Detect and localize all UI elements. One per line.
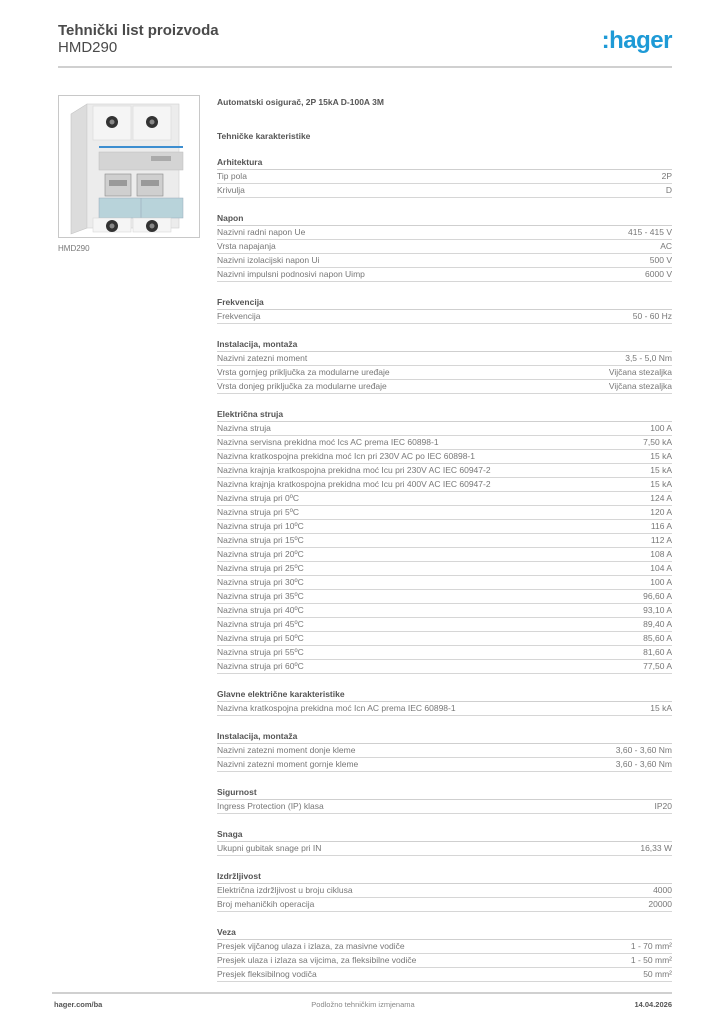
spec-label: Ingress Protection (IP) klasa [217,801,324,811]
spec-row [217,968,672,982]
section-title: Glavne električne karakteristike [217,688,672,702]
spec-value: 93,10 A [643,605,672,615]
spec-row [217,184,672,198]
spec-value: 2P [661,171,672,181]
spec-row [217,758,672,772]
footer-notice: Podložno tehničkim izmjenama [311,1000,415,1009]
spec-label: Nazivni zatezni moment gornje kleme [217,759,359,769]
section-title: Izdržljivost [217,870,672,884]
spec-label: Frekvencija [217,311,261,321]
spec-value: 120 A [650,507,672,517]
spec-value: 3,5 - 5,0 Nm [625,353,672,363]
spec-row [217,604,672,618]
section-title: Arhitektura [217,156,672,170]
spec-value: 85,60 A [643,633,672,643]
spec-label: Nazivni zatezni moment donje kleme [217,745,356,755]
spec-row [217,898,672,912]
section-title: Veza [217,926,672,940]
spec-value: D [665,185,672,195]
spec-label: Nazivna krajnja kratkospojna prekidna moć Icu pri 230V AC IEC 60947-2 [217,465,491,475]
spec-value: 89,40 A [643,619,672,629]
spec-row [217,226,672,240]
spec-row [217,380,672,394]
spec-value: IP20 [654,801,672,811]
spec-label: Nazivna krajnja kratkospojna prekidna moć Icu pri 400V AC IEC 60947-2 [217,479,491,489]
spec-row [217,534,672,548]
spec-label: Nazivni zatezni moment [217,353,308,363]
spec-row [217,800,672,814]
spec-label: Nazivna struja pri 20ºC [217,549,304,559]
spec-section [217,730,672,772]
spec-row [217,590,672,604]
spec-value: 104 A [650,563,672,573]
spec-value: 77,50 A [643,661,672,671]
spec-value: 96,60 A [643,591,672,601]
footer-date: 14.04.2026 [634,1000,672,1009]
spec-section [217,212,672,282]
spec-label: Vrsta napajanja [217,241,276,251]
spec-row [217,618,672,632]
spec-value: 108 A [650,549,672,559]
document-title: Tehnički list proizvoda [58,22,219,39]
spec-value: 100 A [650,423,672,433]
spec-row [217,702,672,716]
spec-row [217,436,672,450]
hager-logo: :hager [601,27,672,54]
page-header [58,22,672,56]
spec-row [217,366,672,380]
spec-value: Vijčana stezaljka [608,367,672,377]
spec-row [217,940,672,954]
section-title: Snaga [217,828,672,842]
spec-row [217,478,672,492]
spec-value: 81,60 A [643,647,672,657]
spec-label: Tip pola [217,171,247,181]
spec-row [217,646,672,660]
spec-label: Nazivna kratkospojna prekidna moć Icn pri 230V AC po IEC 60898-1 [217,451,475,461]
footer-divider [52,992,672,994]
spec-label: Presjek vijčanog ulaza i izlaza, za masivne vodiče [217,941,405,951]
spec-label: Nazivna struja pri 55ºC [217,647,304,657]
product-image [58,95,200,238]
spec-value: 15 kA [650,451,672,461]
spec-row [217,744,672,758]
spec-row [217,884,672,898]
spec-label: Nazivna struja pri 5ºC [217,507,299,517]
spec-row [217,464,672,478]
header-divider [58,66,672,68]
circuit-breaker-illustration [59,96,199,237]
spec-section [217,408,672,674]
product-code: HMD290 [58,39,118,56]
footer-website-link[interactable]: hager.com/ba [54,1000,103,1009]
spec-value: 6000 V [645,269,672,279]
spec-row [217,352,672,366]
spec-section [217,786,672,814]
section-title: Napon [217,212,672,226]
spec-label: Nazivna struja pri 45ºC [217,619,304,629]
spec-label: Presjek fleksibilnog vodiča [217,969,317,979]
spec-value: 4000 [653,885,672,895]
spec-value: 116 A [650,521,672,531]
image-caption: HMD290 [58,244,90,253]
spec-value: Vijčana stezaljka [608,381,672,391]
spec-label: Ukupni gubitak snage pri IN [217,843,322,853]
spec-row [217,268,672,282]
spec-label: Vrsta donjeg priključka za modularne uređaje [217,381,387,391]
spec-label: Broj mehaničkih operacija [217,899,315,909]
spec-value: 415 - 415 V [628,227,672,237]
spec-section [217,338,672,394]
section-title: Instalacija, montaža [217,730,672,744]
spec-label: Nazivna struja pri 40ºC [217,605,304,615]
spec-label: Nazivna struja pri 60ºC [217,661,304,671]
tech-characteristics-heading: Tehničke karakteristike [217,131,311,141]
spec-section [217,156,672,198]
spec-content [217,96,672,982]
spec-row [217,422,672,436]
section-title: Instalacija, montaža [217,338,672,352]
spec-value: 20000 [648,899,672,909]
spec-row [217,450,672,464]
spec-row [217,660,672,674]
spec-label: Nazivna struja pri 15ºC [217,535,304,545]
spec-row [217,548,672,562]
spec-value: 3,60 - 3,60 Nm [615,759,672,769]
spec-value: 16,33 W [640,843,672,853]
spec-label: Krivulja [217,185,245,195]
spec-label: Nazivna struja pri 50ºC [217,633,304,643]
spec-value: 50 - 60 Hz [632,311,672,321]
spec-label: Nazivni impulsni podnosivi napon Uimp [217,269,365,279]
spec-value: 100 A [650,577,672,587]
spec-value: 124 A [650,493,672,503]
spec-value: 1 - 50 mm² [630,955,672,965]
spec-value: 1 - 70 mm² [630,941,672,951]
section-title: Električna struja [217,408,672,422]
spec-label: Presjek ulaza i izlaza sa vijcima, za fleksibilne vodiče [217,955,417,965]
spec-row [217,492,672,506]
spec-row [217,506,672,520]
spec-row [217,632,672,646]
spec-row [217,520,672,534]
spec-label: Nazivni izolacijski napon Ui [217,255,320,265]
spec-section [217,926,672,982]
spec-label: Nazivna kratkospojna prekidna moć Icn AC prema IEC 60898-1 [217,703,456,713]
spec-label: Vrsta gornjeg priključka za modularne uređaje [217,367,390,377]
spec-label: Nazivni radni napon Ue [217,227,306,237]
spec-label: Nazivna struja pri 10ºC [217,521,304,531]
spec-label: Nazivna struja pri 0ºC [217,493,299,503]
spec-row [217,170,672,184]
section-title: Sigurnost [217,786,672,800]
spec-label: Nazivna struja pri 30ºC [217,577,304,587]
spec-label: Nazivna struja [217,423,271,433]
section-title: Frekvencija [217,296,672,310]
spec-value: 50 mm² [643,969,672,979]
spec-row [217,254,672,268]
spec-row [217,310,672,324]
spec-value: 112 A [650,535,672,545]
spec-value: 15 kA [650,465,672,475]
spec-label: Nazivna servisna prekidna moć Ics AC prema IEC 60898-1 [217,437,439,447]
spec-section [217,296,672,324]
spec-value: 500 V [649,255,672,265]
spec-value: 15 kA [650,703,672,713]
spec-row [217,562,672,576]
spec-row [217,842,672,856]
spec-section [217,870,672,912]
spec-value: 15 kA [650,479,672,489]
spec-sections [217,156,672,982]
spec-value: 7,50 kA [643,437,672,447]
spec-label: Nazivna struja pri 25ºC [217,563,304,573]
product-description: Automatski osigurač, 2P 15kA D-100A 3M [217,97,384,107]
spec-value: 3,60 - 3,60 Nm [615,745,672,755]
spec-label: Nazivna struja pri 35ºC [217,591,304,601]
spec-value: AC [660,241,672,251]
spec-row [217,576,672,590]
spec-row [217,240,672,254]
spec-row [217,954,672,968]
spec-section [217,688,672,716]
spec-section [217,828,672,856]
spec-label: Električna izdržljivost u broju ciklusa [217,885,353,895]
